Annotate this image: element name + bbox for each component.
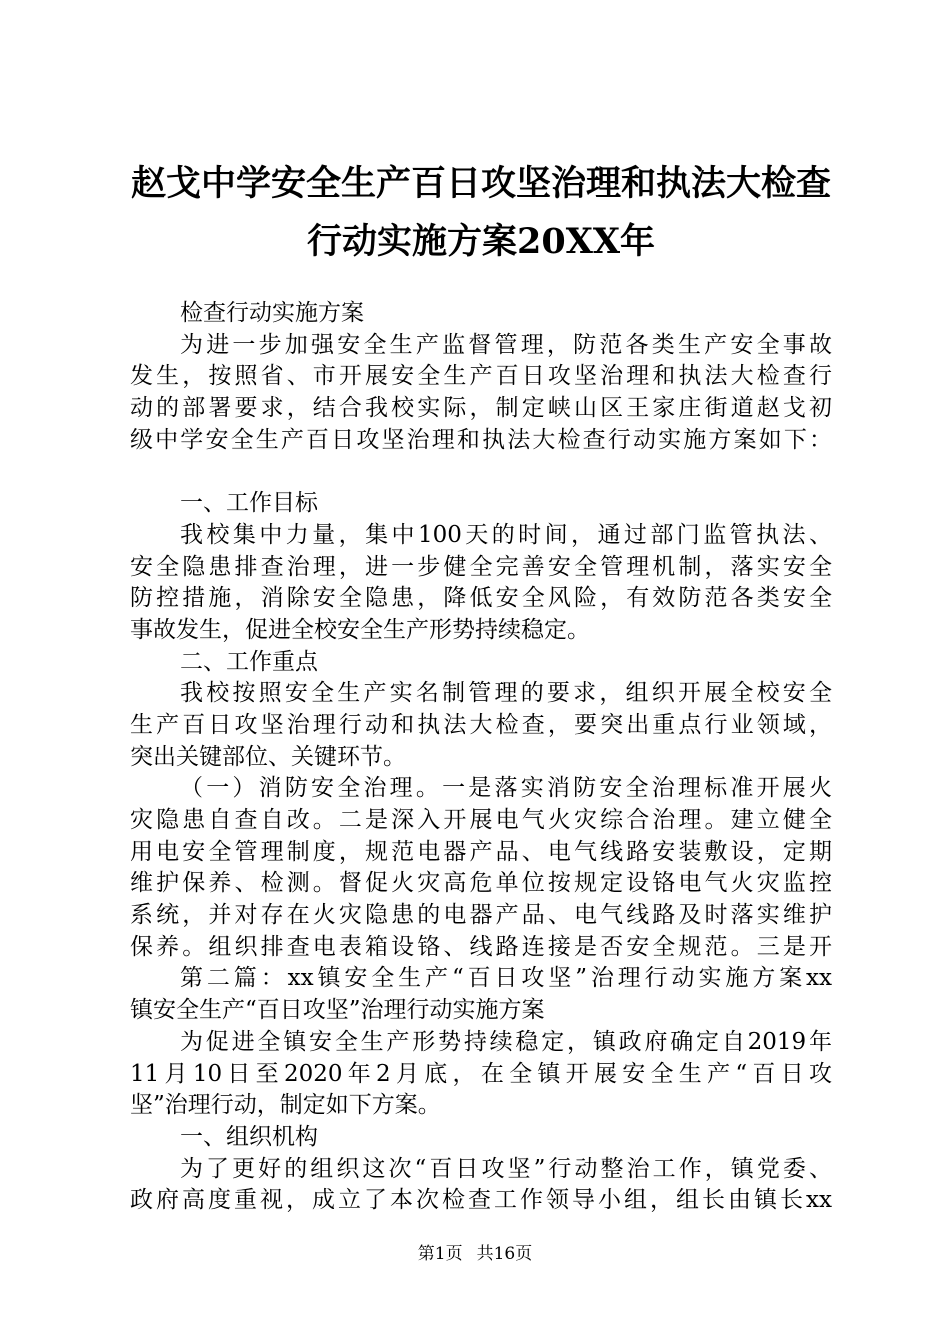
paragraph-line: 为进一步加强安全生产监督管理，防范各类生产安全事故 <box>180 331 832 358</box>
paragraph-gap <box>130 456 832 488</box>
section-heading: 一、工作目标 <box>180 490 318 517</box>
paragraph-line: 检查行动实施方案 <box>180 300 364 326</box>
paragraph-line: 我校集中力量，集中100天的时间，通过部门监管执法、 <box>180 521 832 548</box>
paragraph-line: 第二篇：xx镇安全生产“百日攻坚”治理行动实施方案xx <box>180 965 832 992</box>
section-heading: 二、工作重点 <box>180 648 318 675</box>
document-title-line-2: 行动实施方案20XX年 <box>306 221 656 262</box>
paragraph-line: 动的部署要求，结合我校实际，制定峡山区王家庄街道赵戈初 <box>130 395 832 422</box>
paragraph-line: 级中学安全生产百日攻坚治理和执法大检查行动实施方案如下： <box>130 426 832 453</box>
page-total: 共16页 <box>476 1244 533 1264</box>
paragraph-line: 镇安全生产“百日攻坚”治理行动实施方案 <box>130 997 545 1024</box>
paragraph-line: 防控措施，消除安全隐患，降低安全风险，有效防范各类安全 <box>130 585 832 612</box>
paragraph-line: 灾隐患自查自改。二是深入开展电气火灾综合治理。建立健全 <box>130 807 832 833</box>
section-heading: 一、组织机构 <box>180 1123 318 1150</box>
paragraph-line: 安全隐患排查治理，进一步健全完善安全管理机制，落实安全 <box>130 553 832 580</box>
paragraph-line: 保养。组织排查电表箱设铬、线路连接是否安全规范。三是开 <box>130 933 832 960</box>
paragraph-line: 为了更好的组织这次“百日攻坚”行动整治工作，镇党委、 <box>180 1155 832 1182</box>
paragraph-line: 发生，按照省、市开展安全生产百日攻坚治理和执法大检查行 <box>130 363 832 390</box>
page-number: 第1页 <box>417 1244 463 1264</box>
document-body <box>130 298 832 1217</box>
paragraph-line: 政府高度重视，成立了本次检查工作领导小组，组长由镇长xx <box>130 1187 832 1214</box>
document-title-line-1: 赵戈中学安全生产百日攻坚治理和执法大检查 <box>130 163 831 204</box>
paragraph-line: 维护保养、检测。督促火灾高危单位按规定设铬电气火灾监控 <box>130 870 832 897</box>
paragraph-line: 11月10日至2020年2月底，在全镇开展安全生产“百日攻 <box>130 1060 832 1087</box>
paragraph-line: 突出关键部位、关键环节。 <box>130 743 406 770</box>
page-footer <box>0 1242 950 1266</box>
paragraph-line: （一）消防安全治理。一是落实消防安全治理标准开展火 <box>180 775 832 802</box>
paragraph-line: 事故发生，促进全校安全生产形势持续稳定。 <box>130 616 590 643</box>
paragraph-line: 坚”治理行动，制定如下方案。 <box>130 1092 441 1119</box>
paragraph-line: 系统，并对存在火灾隐患的电器产品、电气线路及时落实维护 <box>130 902 832 929</box>
paragraph-line: 为促进全镇安全生产形势持续稳定，镇政府确定自2019年 <box>180 1028 832 1055</box>
paragraph-line: 用电安全管理制度，规范电器产品、电气线路安装敷设，定期 <box>130 838 832 865</box>
paragraph-line: 生产百日攻坚治理行动和执法大检查，要突出重点行业领域， <box>130 711 832 738</box>
paragraph-line: 我校按照安全生产实名制管理的要求，组织开展全校安全 <box>180 680 832 707</box>
